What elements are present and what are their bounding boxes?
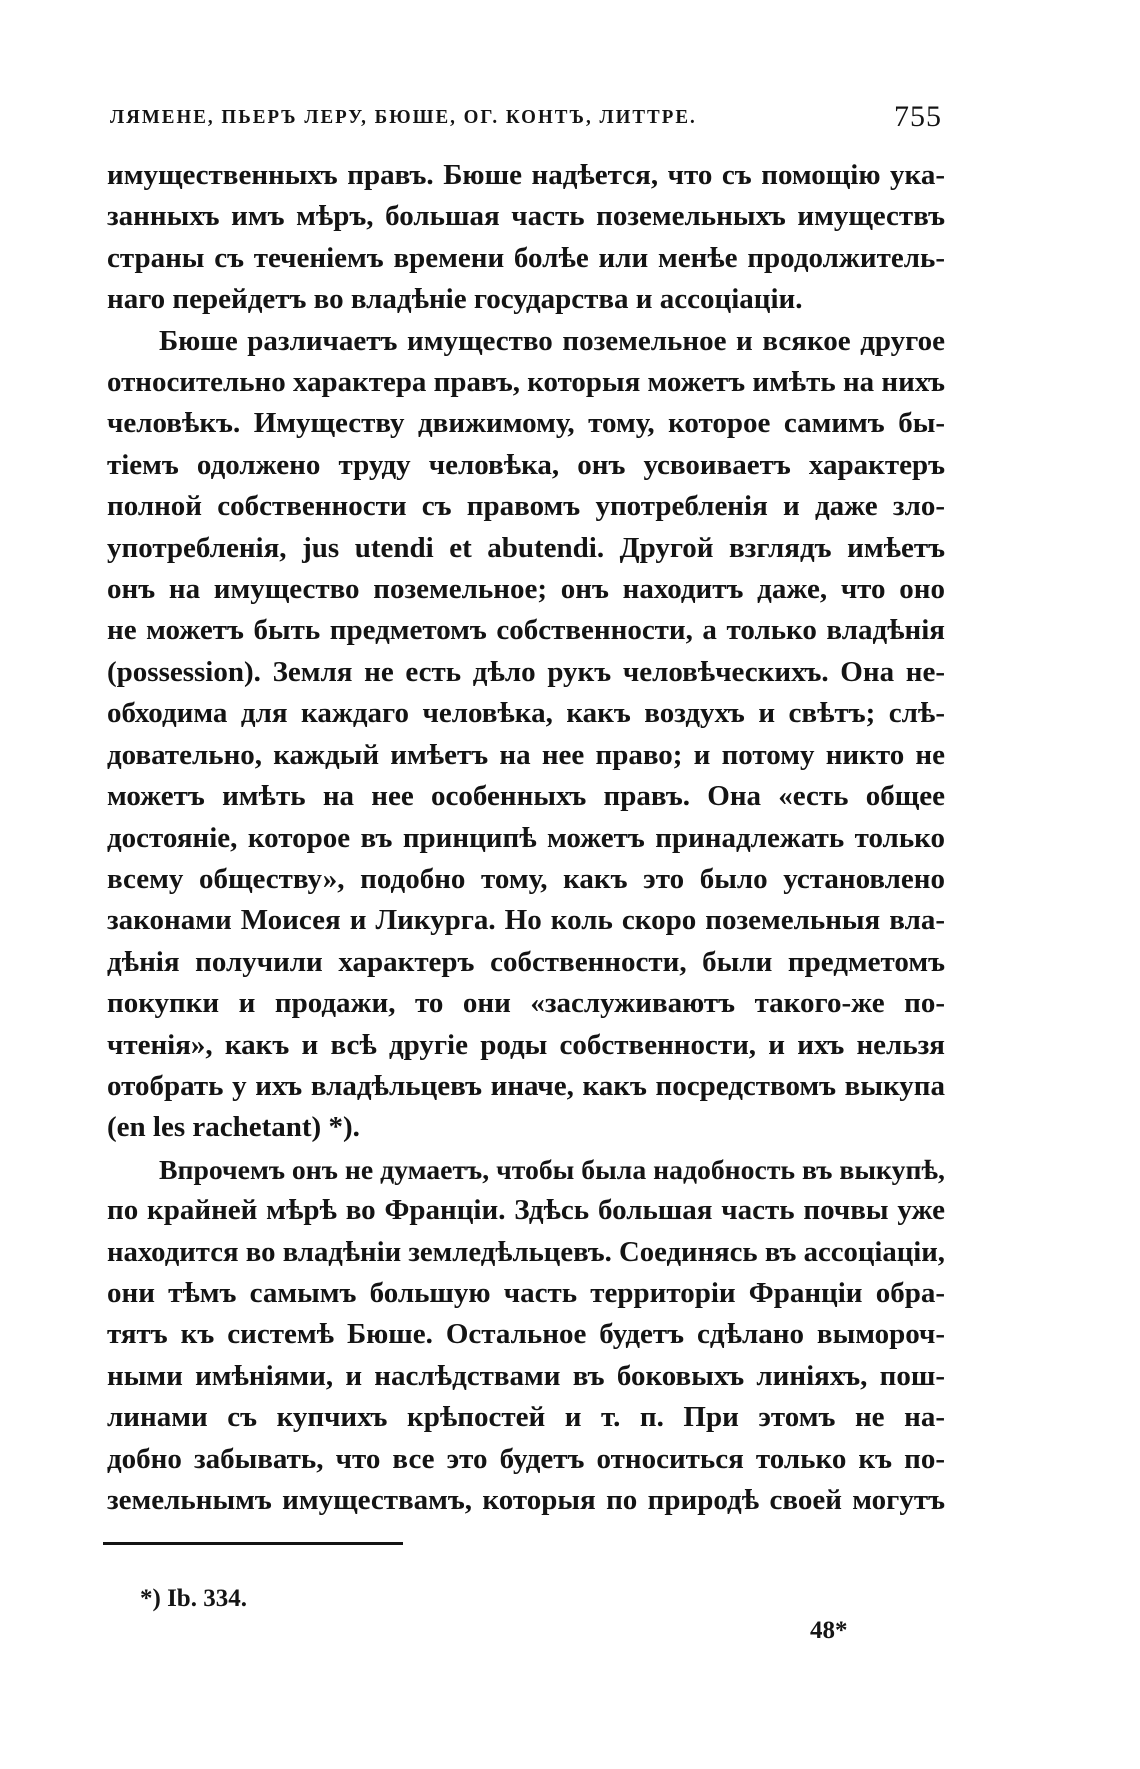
text-line: они тѣмъ самымъ большую часть территоріи Франціи обра-	[107, 1276, 945, 1309]
text-line: линами съ купчихъ крѣпостей и т. п. При этомъ не на-	[107, 1401, 945, 1434]
text-line: обходима для каждаго человѣка, какъ воздухъ и свѣтъ; слѣ-	[107, 697, 945, 730]
text-line: чтенія», какъ и всѣ другіе роды собственности, и ихъ нельзя	[107, 1028, 945, 1061]
text-line: покупки и продажи, то они «заслуживаютъ такого-же по-	[107, 987, 945, 1020]
text-line: тятъ къ системѣ Бюше. Остальное будетъ сдѣлано вымороч-	[107, 1318, 945, 1351]
text-line: ными имѣніями, и наслѣдствами въ боковыхъ линіяхъ, пош-	[107, 1359, 945, 1392]
text-line: достояніе, которое въ принципѣ можетъ принадлежать только	[107, 821, 945, 854]
text-line: наго перейдетъ во владѣніе государства и ассоціаціи.	[107, 283, 803, 316]
text-line: дѣнія получили характеръ собственности, были предметомъ	[107, 945, 945, 978]
text-line: онъ на имущество поземельное; онъ находитъ даже, что оно	[107, 573, 945, 606]
paragraph-1	[107, 155, 945, 321]
text-line: полной собственности съ правомъ употребленія и даже зло-	[107, 490, 945, 523]
text-line: Бюше различаетъ имущество поземельное и всякое другое	[159, 324, 945, 357]
page-number: 755	[894, 100, 942, 133]
text-line: человѣкъ. Имуществу движимому, тому, которое самимъ бы-	[107, 407, 945, 440]
text-line: всему обществу», подобно тому, какъ это было установлено	[107, 862, 945, 895]
text-line: отобрать у ихъ владѣльцевъ иначе, какъ посредствомъ выкупа	[107, 1069, 945, 1102]
paragraph-3	[107, 1149, 945, 1522]
text-line: находится во владѣніи земледѣльцевъ. Соединясь въ ассоціаціи,	[107, 1235, 945, 1268]
running-head-title: ЛЯМЕНЕ, ПЬЕРЪ ЛЕРУ, БЮШЕ, ОГ. КОНТЪ, ЛИТТРЕ.	[110, 106, 697, 129]
printer-signature-mark: 48*	[810, 1617, 848, 1644]
text-line: (possession). Земля не есть дѣло рукъ человѣческихъ. Она не-	[107, 655, 945, 688]
text-line: имущественныхъ правъ. Бюше надѣется, что съ помощію ука-	[107, 159, 945, 191]
text-line: относительно характера правъ, которыя можетъ имѣть на нихъ	[107, 366, 945, 399]
running-header	[110, 100, 942, 140]
text-line: законами Моисея и Ликурга. Но коль скоро поземельныя вла-	[107, 904, 945, 937]
body-text	[107, 155, 945, 1521]
footnote: *) Ib. 334.	[140, 1585, 247, 1612]
text-line: земельнымъ имуществамъ, которыя по природѣ своей могутъ	[107, 1484, 945, 1516]
text-line: довательно, каждый имѣетъ на нее право; и потому никто не	[107, 738, 945, 771]
text-line: тіемъ одолжено труду человѣка, онъ усвоиваетъ характеръ	[107, 448, 945, 481]
text-line: добно забывать, что все это будетъ относиться только къ по-	[107, 1442, 945, 1475]
text-line: можетъ имѣть на нее особенныхъ правъ. Она «есть общее	[107, 780, 945, 813]
text-line: Впрочемъ онъ не думаетъ, чтобы была надобность въ выкупѣ,	[159, 1153, 945, 1185]
text-line: по крайней мѣрѣ во Франціи. Здѣсь большая часть почвы уже	[107, 1194, 945, 1227]
footnote-divider	[103, 1542, 403, 1545]
text-line: употребленія, jus utendi et abutendi. Другой взглядъ имѣетъ	[107, 531, 945, 564]
text-line: занныхъ имъ мѣръ, большая часть поземельныхъ имуществъ	[107, 200, 945, 233]
paragraph-2	[107, 321, 945, 1149]
text-line: не можетъ быть предметомъ собственности, а только владѣнія	[107, 614, 945, 647]
text-line: (en les rachetant) *).	[107, 1111, 360, 1144]
text-line: страны съ теченіемъ времени болѣе или менѣе продолжитель-	[107, 241, 945, 274]
